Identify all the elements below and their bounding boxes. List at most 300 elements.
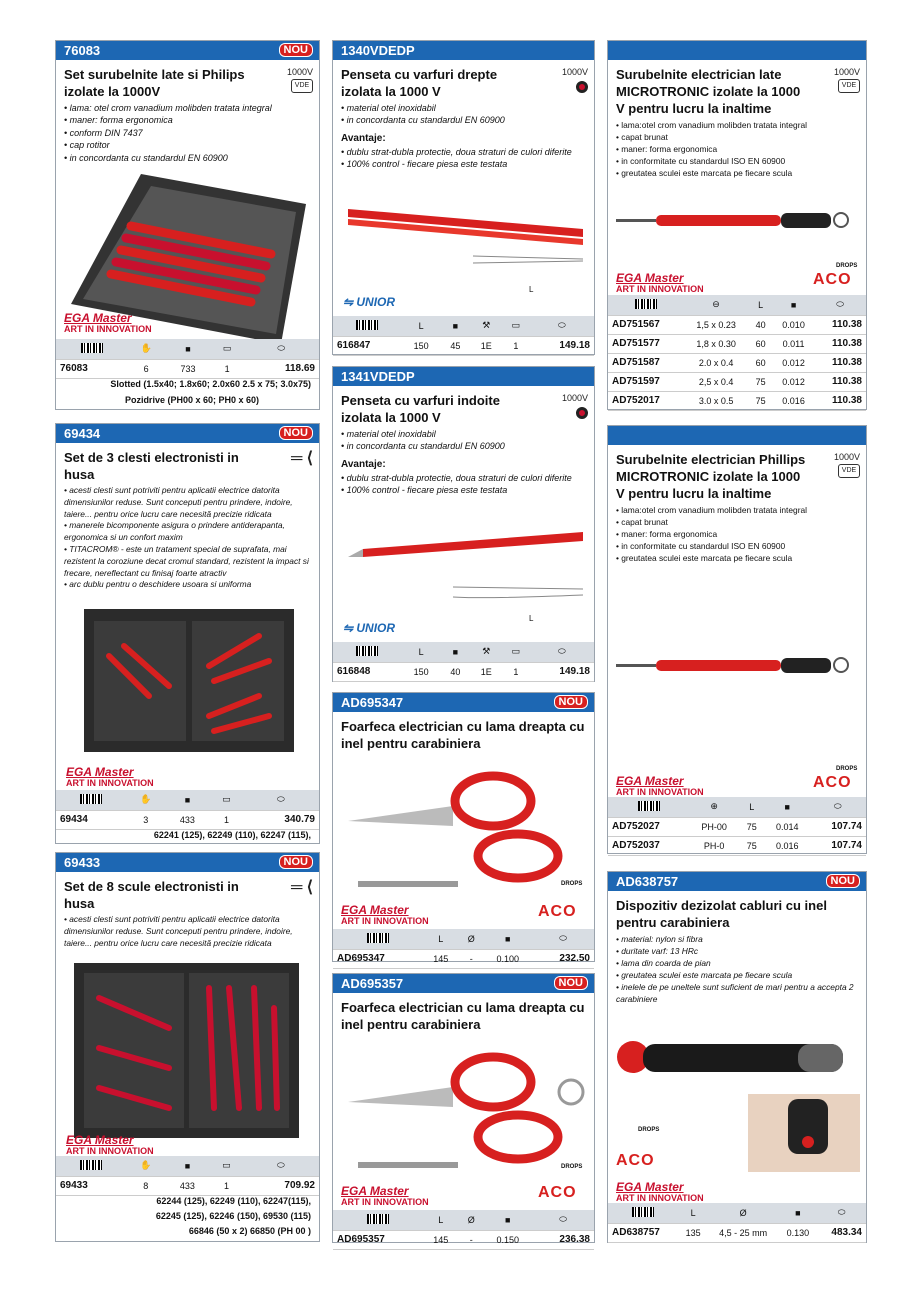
package-icon: ▭ bbox=[211, 339, 244, 359]
price-cell: 709.92 bbox=[243, 1176, 319, 1195]
code-cell: 69433 bbox=[56, 1176, 127, 1195]
weight-cell: 40 bbox=[440, 662, 470, 681]
price-cell: 340.79 bbox=[243, 810, 319, 829]
length-label: L bbox=[529, 614, 534, 623]
weight-cell: 0.010 bbox=[773, 315, 814, 334]
feature-item: • acesti clesti sunt potriviti pentru aplicatii electrice datorita dimensiunilor reduse. Sunt conceputi pentru prindere, indoire, taiere... pentru orice lucru care necesită precizie ridicata bbox=[64, 914, 311, 949]
vde-icon: VDE bbox=[838, 79, 860, 93]
product-code: 76083 bbox=[64, 43, 101, 58]
feature-item: • in concordanta cu standardul EN 60900 bbox=[64, 152, 311, 164]
card-header bbox=[608, 426, 866, 445]
new-badge: NOU bbox=[826, 874, 860, 888]
barcode-icon bbox=[367, 933, 389, 943]
product-table bbox=[56, 790, 319, 830]
code-cell: AD751597 bbox=[608, 372, 684, 391]
code-cell: AD695357 bbox=[333, 1230, 422, 1249]
brand-name: EGA Master bbox=[616, 774, 684, 788]
new-badge: NOU bbox=[554, 976, 588, 990]
product-card-microtronic-phillips bbox=[607, 425, 867, 854]
slotted-text: Slotted (1.5x40; 1.8x60; 2.0x60 2.5 x 75; 3.0x75) bbox=[110, 379, 311, 389]
scissors-icon bbox=[343, 761, 588, 901]
slotted-line bbox=[56, 377, 319, 391]
feature-item: • in concordanta cu standardul EN 60900 bbox=[341, 114, 586, 126]
product-title: Penseta cu varfuri drepte izolata la 1000 V bbox=[341, 67, 498, 99]
product-title: Surubelnite electrician Phillips MICROTRONIC izolate la 1000 V pentru lucru la inaltime bbox=[616, 452, 806, 501]
pack-cell: 1 bbox=[210, 810, 243, 829]
ega-master-logo bbox=[66, 1135, 154, 1156]
table-row bbox=[608, 817, 866, 836]
advantages-heading: Avantaje: bbox=[341, 132, 386, 144]
product-table bbox=[56, 339, 319, 379]
new-badge: NOU bbox=[279, 426, 313, 440]
cable-stripper-icon bbox=[613, 1022, 863, 1092]
product-card-ad638757 bbox=[607, 871, 867, 1243]
coins-icon: ⬭ bbox=[244, 339, 319, 359]
price-cell: 110.38 bbox=[814, 353, 866, 372]
coins-icon: ⬭ bbox=[810, 797, 866, 817]
feature-item: • in conformitate cu standardul ISO EN 60900 bbox=[616, 155, 858, 167]
pack-cell: 1 bbox=[211, 359, 244, 378]
usage-photo bbox=[748, 1094, 860, 1172]
new-badge: NOU bbox=[279, 43, 313, 57]
code-cell: 616847 bbox=[333, 336, 402, 355]
hand-icon: ✋ bbox=[127, 339, 165, 359]
certification-icon bbox=[562, 393, 588, 421]
weight-icon: ■ bbox=[483, 1210, 532, 1230]
weight-cell: 733 bbox=[165, 359, 211, 378]
barcode-icon bbox=[81, 343, 103, 353]
hand-with-stripper-icon bbox=[748, 1094, 860, 1172]
length-cell: 75 bbox=[739, 817, 765, 836]
barcode-icon bbox=[632, 1207, 654, 1217]
feature-item: • conform DIN 7437 bbox=[64, 127, 311, 139]
table-row bbox=[608, 372, 866, 391]
table-row bbox=[56, 810, 319, 829]
product-image bbox=[613, 1022, 863, 1092]
coins-icon: ⬭ bbox=[530, 642, 594, 662]
drops-label: DROPS bbox=[836, 263, 858, 269]
feature-item: • maner: forma ergonomica bbox=[64, 114, 311, 126]
card-header bbox=[333, 693, 594, 712]
product-code: 1341VDEDP bbox=[341, 369, 415, 384]
electronics-kit-icon bbox=[79, 968, 294, 1133]
size-cell: 2,5 x 0.4 bbox=[684, 372, 749, 391]
length-cell: 60 bbox=[748, 334, 772, 353]
coins-icon: ⬭ bbox=[243, 790, 319, 810]
code-cell: 616848 bbox=[333, 662, 402, 681]
feature-item: • cap rotitor bbox=[64, 139, 311, 151]
diameter-cell: - bbox=[459, 1230, 483, 1249]
brand-name: EGA Master bbox=[341, 903, 409, 917]
product-code: AD638757 bbox=[616, 874, 679, 889]
pieces-cell: 6 bbox=[127, 359, 165, 378]
feature-item: • inelele de pe uneltele sunt suficient de mari pentru a accepta 2 carabiniere bbox=[616, 981, 858, 1005]
table-row bbox=[333, 336, 594, 355]
feature-item: • arc dublu pentru o deschidere usoara si uniforma bbox=[64, 579, 311, 591]
size-cell: 2.0 x 0.4 bbox=[684, 353, 749, 372]
product-table: L Ø ■ ⬭ AD695357 145 - 0.150 236.38 bbox=[333, 1210, 594, 1250]
feature-list bbox=[333, 102, 594, 127]
product-card-1340vdedp bbox=[332, 40, 595, 355]
size-cell: PH-0 bbox=[690, 836, 739, 855]
code-cell: AD751567 bbox=[608, 315, 684, 334]
feature-item: • acesti clesti sunt potriviti pentru aplicatii electrice datorita dimensiunilor reduse. Sunt conceputi pentru prindere, indoire, taiere... pentru orice lucru care necesită precizie ridicata bbox=[64, 485, 311, 520]
product-code: AD695357 bbox=[341, 976, 404, 991]
vde-icon: VDE bbox=[838, 464, 860, 478]
voltage-rating: 1000V bbox=[833, 452, 860, 462]
product-code: 69434 bbox=[64, 426, 101, 441]
length-cell: 150 bbox=[402, 662, 440, 681]
aco-logo bbox=[813, 774, 852, 792]
feature-item: • in conformitate cu standardul ISO EN 60900 bbox=[616, 540, 858, 552]
feature-item: • manerele bicomponente asigura o prindere antiderapanta, ergonomica si un confort maxim bbox=[64, 520, 311, 544]
barcode-icon bbox=[635, 299, 657, 309]
refs-text: 62241 (125), 62249 (110), 62247 (115), bbox=[153, 830, 311, 840]
weight-icon: ■ bbox=[765, 797, 810, 817]
ega-master-logo bbox=[616, 776, 704, 797]
screwdriver-icon bbox=[616, 206, 861, 236]
feature-item: • capat brunat bbox=[616, 131, 858, 143]
drops-label: DROPS bbox=[836, 766, 858, 772]
weight-icon: ■ bbox=[440, 316, 470, 336]
brand-name: EGA Master bbox=[66, 1133, 134, 1147]
product-table: L Ø ■ ⬭ AD638757 135 4,5 - 25 mm 0.130 483.34 bbox=[608, 1203, 866, 1243]
certification-icon bbox=[562, 67, 588, 95]
code-cell: AD695347 bbox=[333, 949, 422, 968]
table-row bbox=[56, 1176, 319, 1195]
vde-icon: VDE bbox=[291, 79, 313, 93]
qty-cell: 1 bbox=[502, 662, 530, 681]
card-header bbox=[333, 41, 594, 60]
pieces-cell: 8 bbox=[127, 1176, 165, 1195]
germany-flag-icon bbox=[576, 407, 588, 419]
advantages-list bbox=[333, 472, 594, 497]
weight-icon: ■ bbox=[165, 339, 211, 359]
product-image bbox=[343, 201, 588, 271]
feature-item: • in concordanta cu standardul EN 60900 bbox=[341, 440, 586, 452]
package-icon: ▭ bbox=[502, 642, 530, 662]
pieces-cell: 3 bbox=[127, 810, 165, 829]
drops-label: DROPS bbox=[561, 881, 583, 887]
table-row bbox=[333, 1230, 594, 1249]
new-badge: NOU bbox=[279, 855, 313, 869]
weight-cell: 0.012 bbox=[773, 372, 814, 391]
weight-icon: ■ bbox=[483, 929, 532, 949]
tool-type-icon: ═ ⟨ bbox=[290, 450, 313, 467]
new-badge: NOU bbox=[554, 695, 588, 709]
feature-list bbox=[608, 933, 866, 1005]
aco-text: ACO bbox=[813, 774, 852, 791]
code-cell: AD751577 bbox=[608, 334, 684, 353]
product-title: Set de 8 scule electronisti in husa bbox=[64, 879, 239, 911]
code-cell: AD638757 bbox=[608, 1223, 679, 1242]
advantages-heading: Avantaje: bbox=[341, 458, 386, 470]
product-card-ad695357 bbox=[332, 973, 595, 1243]
length-cell: 75 bbox=[748, 372, 772, 391]
package-icon: ▭ bbox=[502, 316, 530, 336]
feature-item: • lama: otel crom vanadium molibden tratata integral bbox=[64, 102, 311, 114]
feature-list bbox=[56, 102, 319, 164]
diameter-cell: - bbox=[459, 949, 483, 968]
product-title: Dispozitiv dezizolat cabluri cu inel pentru carabiniera bbox=[616, 898, 827, 930]
feature-item: • duritate varf: 13 HRc bbox=[616, 945, 858, 957]
card-header bbox=[333, 974, 594, 993]
certification-icon bbox=[834, 67, 860, 93]
aco-logo bbox=[538, 1184, 577, 1202]
feature-item: • material otel inoxidabil bbox=[341, 102, 586, 114]
aco-logo bbox=[538, 903, 577, 921]
product-image bbox=[343, 1042, 588, 1182]
feature-item: • lama din coarda de pian bbox=[616, 957, 858, 969]
drops-label: DROPS bbox=[561, 1164, 583, 1170]
feature-list bbox=[608, 119, 866, 179]
price-cell: 110.38 bbox=[814, 315, 866, 334]
code-cell: 76083 bbox=[56, 359, 127, 378]
aco-text: ACO bbox=[616, 1152, 655, 1169]
product-card-76083 bbox=[55, 40, 320, 410]
brand-name: EGA Master bbox=[66, 765, 134, 779]
card-header bbox=[56, 41, 319, 60]
code-cell: AD752037 bbox=[608, 836, 690, 855]
table-row bbox=[608, 353, 866, 372]
product-table: ⊕ L ■ ⬭ AD752027 PH-00 75 0.014 107.74 AD752037 PH-0 75 0.016 107.74 bbox=[608, 797, 866, 856]
weight-icon: ■ bbox=[779, 1203, 818, 1223]
pack-cell: 1 bbox=[210, 1176, 243, 1195]
phillips-icon: ⊕ bbox=[690, 797, 739, 817]
product-image bbox=[343, 761, 588, 901]
length-cell: 145 bbox=[422, 1230, 459, 1249]
screwdriver-icon bbox=[616, 651, 861, 681]
brand-tagline: ART IN INNOVATION bbox=[616, 284, 704, 294]
ega-master-logo bbox=[616, 1182, 704, 1203]
voltage-rating: 1000V bbox=[286, 67, 313, 77]
refs-text: 62244 (125), 62249 (110), 62247(115), bbox=[156, 1196, 311, 1206]
size-cell: 1,5 x 0.23 bbox=[684, 315, 749, 334]
bent-tweezers-icon bbox=[343, 527, 588, 607]
weight-cell: 0.150 bbox=[483, 1230, 532, 1249]
refs-line-3 bbox=[56, 1224, 319, 1238]
price-cell: 110.38 bbox=[814, 334, 866, 353]
feature-item: • lama:otel crom vanadium molibden tratata integral bbox=[616, 504, 858, 516]
product-image bbox=[84, 609, 294, 752]
product-title: Foarfeca electrician cu lama dreapta cu inel pentru carabiniera bbox=[341, 719, 585, 751]
brand-tagline: ART IN INNOVATION bbox=[341, 1197, 429, 1207]
table-row bbox=[608, 391, 866, 410]
price-cell: 118.69 bbox=[244, 359, 319, 378]
product-title: Set surubelnite late si Philips izolate la 1000V bbox=[64, 67, 245, 99]
tweezers-icon bbox=[343, 201, 588, 271]
barcode-icon bbox=[356, 646, 378, 656]
price-cell: 149.18 bbox=[530, 662, 594, 681]
refs-line-2 bbox=[56, 1209, 319, 1223]
feature-item: • greutatea sculei este marcata pe fiecare scula bbox=[616, 552, 858, 564]
length-cell: 150 bbox=[402, 336, 440, 355]
price-cell: 149.18 bbox=[530, 336, 594, 355]
drops-label: DROPS bbox=[638, 1127, 660, 1133]
code-cell: AD752017 bbox=[608, 391, 684, 410]
table-row bbox=[608, 334, 866, 353]
weight-icon: ■ bbox=[165, 1156, 210, 1176]
coins-icon: ⬭ bbox=[530, 316, 594, 336]
table-row bbox=[608, 315, 866, 334]
card-header bbox=[608, 41, 866, 60]
pack-cell: 1E bbox=[470, 662, 502, 681]
code-cell: AD752027 bbox=[608, 817, 690, 836]
voltage-rating: 1000V bbox=[561, 67, 588, 77]
unior-logo: ⇋ UNIOR bbox=[343, 621, 396, 635]
pozidrive-text: Pozidrive (PH00 x 60; PH0 x 60) bbox=[124, 395, 259, 405]
price-cell: 107.74 bbox=[810, 836, 866, 855]
product-table bbox=[56, 1156, 319, 1196]
brand-tagline: ART IN INNOVATION bbox=[66, 1146, 154, 1156]
price-cell: 110.38 bbox=[814, 372, 866, 391]
pack-cell: 1E bbox=[470, 336, 502, 355]
brand-name: EGA Master bbox=[616, 1180, 684, 1194]
advantage-item: • 100% control - fiecare piesa este testata bbox=[341, 158, 586, 170]
length-cell: 75 bbox=[748, 391, 772, 410]
voltage-rating: 1000V bbox=[833, 67, 860, 77]
voltage-rating: 1000V bbox=[561, 393, 588, 403]
pozidrive-line bbox=[56, 393, 319, 407]
weight-cell: 433 bbox=[165, 1176, 210, 1195]
card-header bbox=[608, 872, 866, 891]
product-table: L Ø ■ ⬭ AD695347 145 - 0.100 232.50 bbox=[333, 929, 594, 969]
barcode-icon bbox=[356, 320, 378, 330]
length-cell: 75 bbox=[739, 836, 765, 855]
coins-icon: ⬭ bbox=[532, 1210, 594, 1230]
code-cell: 69434 bbox=[56, 810, 127, 829]
product-image bbox=[343, 527, 588, 607]
weight-icon: ■ bbox=[440, 642, 470, 662]
feature-item: • maner: forma ergonomica bbox=[616, 143, 858, 155]
aco-logo bbox=[813, 271, 852, 289]
coins-icon: ⬭ bbox=[243, 1156, 319, 1176]
size-cell: PH-00 bbox=[690, 817, 739, 836]
aco-logo bbox=[616, 1152, 655, 1170]
ega-master-logo bbox=[616, 273, 704, 294]
barcode-icon bbox=[80, 1160, 102, 1170]
hand-icon: ✋ bbox=[127, 790, 165, 810]
feature-item: • material otel inoxidabil bbox=[341, 428, 586, 440]
weight-cell: 0.011 bbox=[773, 334, 814, 353]
barcode-icon bbox=[367, 1214, 389, 1224]
length-cell: 135 bbox=[679, 1223, 708, 1242]
feature-item: • capat brunat bbox=[616, 516, 858, 528]
feature-item: • material: nylon si fibra bbox=[616, 933, 858, 945]
weight-cell: 0.100 bbox=[483, 949, 532, 968]
table-row bbox=[608, 836, 866, 855]
table-row bbox=[56, 359, 319, 378]
refs-line bbox=[56, 828, 319, 842]
pliers-set-icon bbox=[89, 616, 289, 746]
product-code: 1340VDEDP bbox=[341, 43, 415, 58]
product-title: Set de 3 clesti electronisti in husa bbox=[64, 450, 239, 482]
length-label: L bbox=[529, 285, 534, 294]
brand-tagline: ART IN INNOVATION bbox=[66, 778, 154, 788]
price-cell: 110.38 bbox=[814, 391, 866, 410]
product-card-microtronic-slotted bbox=[607, 40, 867, 410]
qty-cell: 1 bbox=[502, 336, 530, 355]
ega-master-logo bbox=[341, 1186, 429, 1207]
refs-text: 66846 (50 x 2) 66850 (PH 00 ) bbox=[188, 1226, 311, 1236]
product-image bbox=[74, 963, 299, 1138]
weight-cell: 433 bbox=[165, 810, 210, 829]
weight-icon: ■ bbox=[773, 295, 814, 315]
hand-icon: ✋ bbox=[127, 1156, 165, 1176]
package-icon: ▭ bbox=[210, 790, 243, 810]
coins-icon: ⬭ bbox=[532, 929, 594, 949]
card-header bbox=[56, 853, 319, 872]
weight-cell: 0.016 bbox=[773, 391, 814, 410]
price-cell: 107.74 bbox=[810, 817, 866, 836]
ega-master-logo bbox=[66, 767, 154, 788]
size-cell: 3.0 x 0.5 bbox=[684, 391, 749, 410]
scissors-icon bbox=[343, 1042, 588, 1182]
product-table: L ■ ⚒ ▭ ⬭ 616848 150 40 1E 1 149.18 bbox=[333, 642, 594, 682]
brand-tagline: ART IN INNOVATION bbox=[616, 1193, 704, 1203]
weight-icon: ■ bbox=[165, 790, 210, 810]
code-cell: AD751587 bbox=[608, 353, 684, 372]
ega-master-logo bbox=[341, 905, 429, 926]
brand-tagline: ART IN INNOVATION bbox=[341, 916, 429, 926]
product-card-1341vdedp bbox=[332, 366, 595, 682]
length-cell: 145 bbox=[422, 949, 459, 968]
product-table: ⊖ L ■ ⬭ AD751567 1,5 x 0.23 40 0.010 110.38 AD751577 1,8 x 0.30 60 0.011 110.38 AD751587 2.0 x 0.4 60 0.012 110.38 AD751597 2,5 x 0.4 75 0.012 110.38 AD752017 3.0 x 0.5 75 0.016 110.38 bbox=[608, 295, 866, 411]
product-code: 69433 bbox=[64, 855, 101, 870]
product-title: Foarfeca electrician cu lama dreapta cu inel pentru carabiniera bbox=[341, 1000, 585, 1032]
gavel-icon: ⚒ bbox=[470, 642, 502, 662]
length-cell: 40 bbox=[748, 315, 772, 334]
brand-name: UNIOR bbox=[356, 295, 396, 309]
advantages-list bbox=[333, 146, 594, 171]
feature-item: • greutatea sculei este marcata pe fiecare scula bbox=[616, 167, 858, 179]
brand-tagline: ART IN INNOVATION bbox=[64, 324, 152, 334]
product-title: Penseta cu varfuri indoite izolata la 1000 V bbox=[341, 393, 500, 425]
weight-cell: 45 bbox=[440, 336, 470, 355]
brand-tagline: ART IN INNOVATION bbox=[616, 787, 704, 797]
brand-name: UNIOR bbox=[356, 621, 396, 635]
germany-flag-icon bbox=[576, 81, 588, 93]
aco-text: ACO bbox=[538, 903, 577, 920]
weight-cell: 0.014 bbox=[765, 817, 810, 836]
card-header bbox=[333, 367, 594, 386]
price-cell: 483.34 bbox=[817, 1223, 866, 1242]
advantage-item: • 100% control - fiecare piesa este testata bbox=[341, 484, 586, 496]
product-title: Surubelnite electrician late MICROTRONIC izolate la 1000 V pentru lucru la inaltime bbox=[616, 67, 801, 116]
refs-text: 62245 (125), 62246 (150), 69530 (115) bbox=[155, 1211, 311, 1221]
barcode-icon bbox=[80, 794, 102, 804]
weight-cell: 0.012 bbox=[773, 353, 814, 372]
feature-item: • lama:otel crom vanadium molibden tratata integral bbox=[616, 119, 858, 131]
barcode-icon bbox=[638, 801, 660, 811]
aco-text: ACO bbox=[538, 1184, 577, 1201]
tool-type-icon: ═ ⟨ bbox=[290, 879, 313, 896]
aco-text: ACO bbox=[813, 271, 852, 288]
certification-icon bbox=[287, 67, 313, 93]
coins-icon: ⬭ bbox=[814, 295, 866, 315]
product-table: L ■ ⚒ ▭ ⬭ 616847 150 45 1E 1 149.18 bbox=[333, 316, 594, 356]
weight-cell: 0.130 bbox=[779, 1223, 818, 1242]
card-header bbox=[56, 424, 319, 443]
product-image bbox=[616, 206, 861, 236]
brand-name: EGA Master bbox=[616, 271, 684, 285]
feature-list bbox=[608, 504, 866, 564]
product-card-69433 bbox=[55, 852, 320, 1242]
feature-list bbox=[333, 428, 594, 453]
certification-icon bbox=[834, 452, 860, 478]
size-cell: 1,8 x 0.30 bbox=[684, 334, 749, 353]
coins-icon: ⬭ bbox=[817, 1203, 866, 1223]
